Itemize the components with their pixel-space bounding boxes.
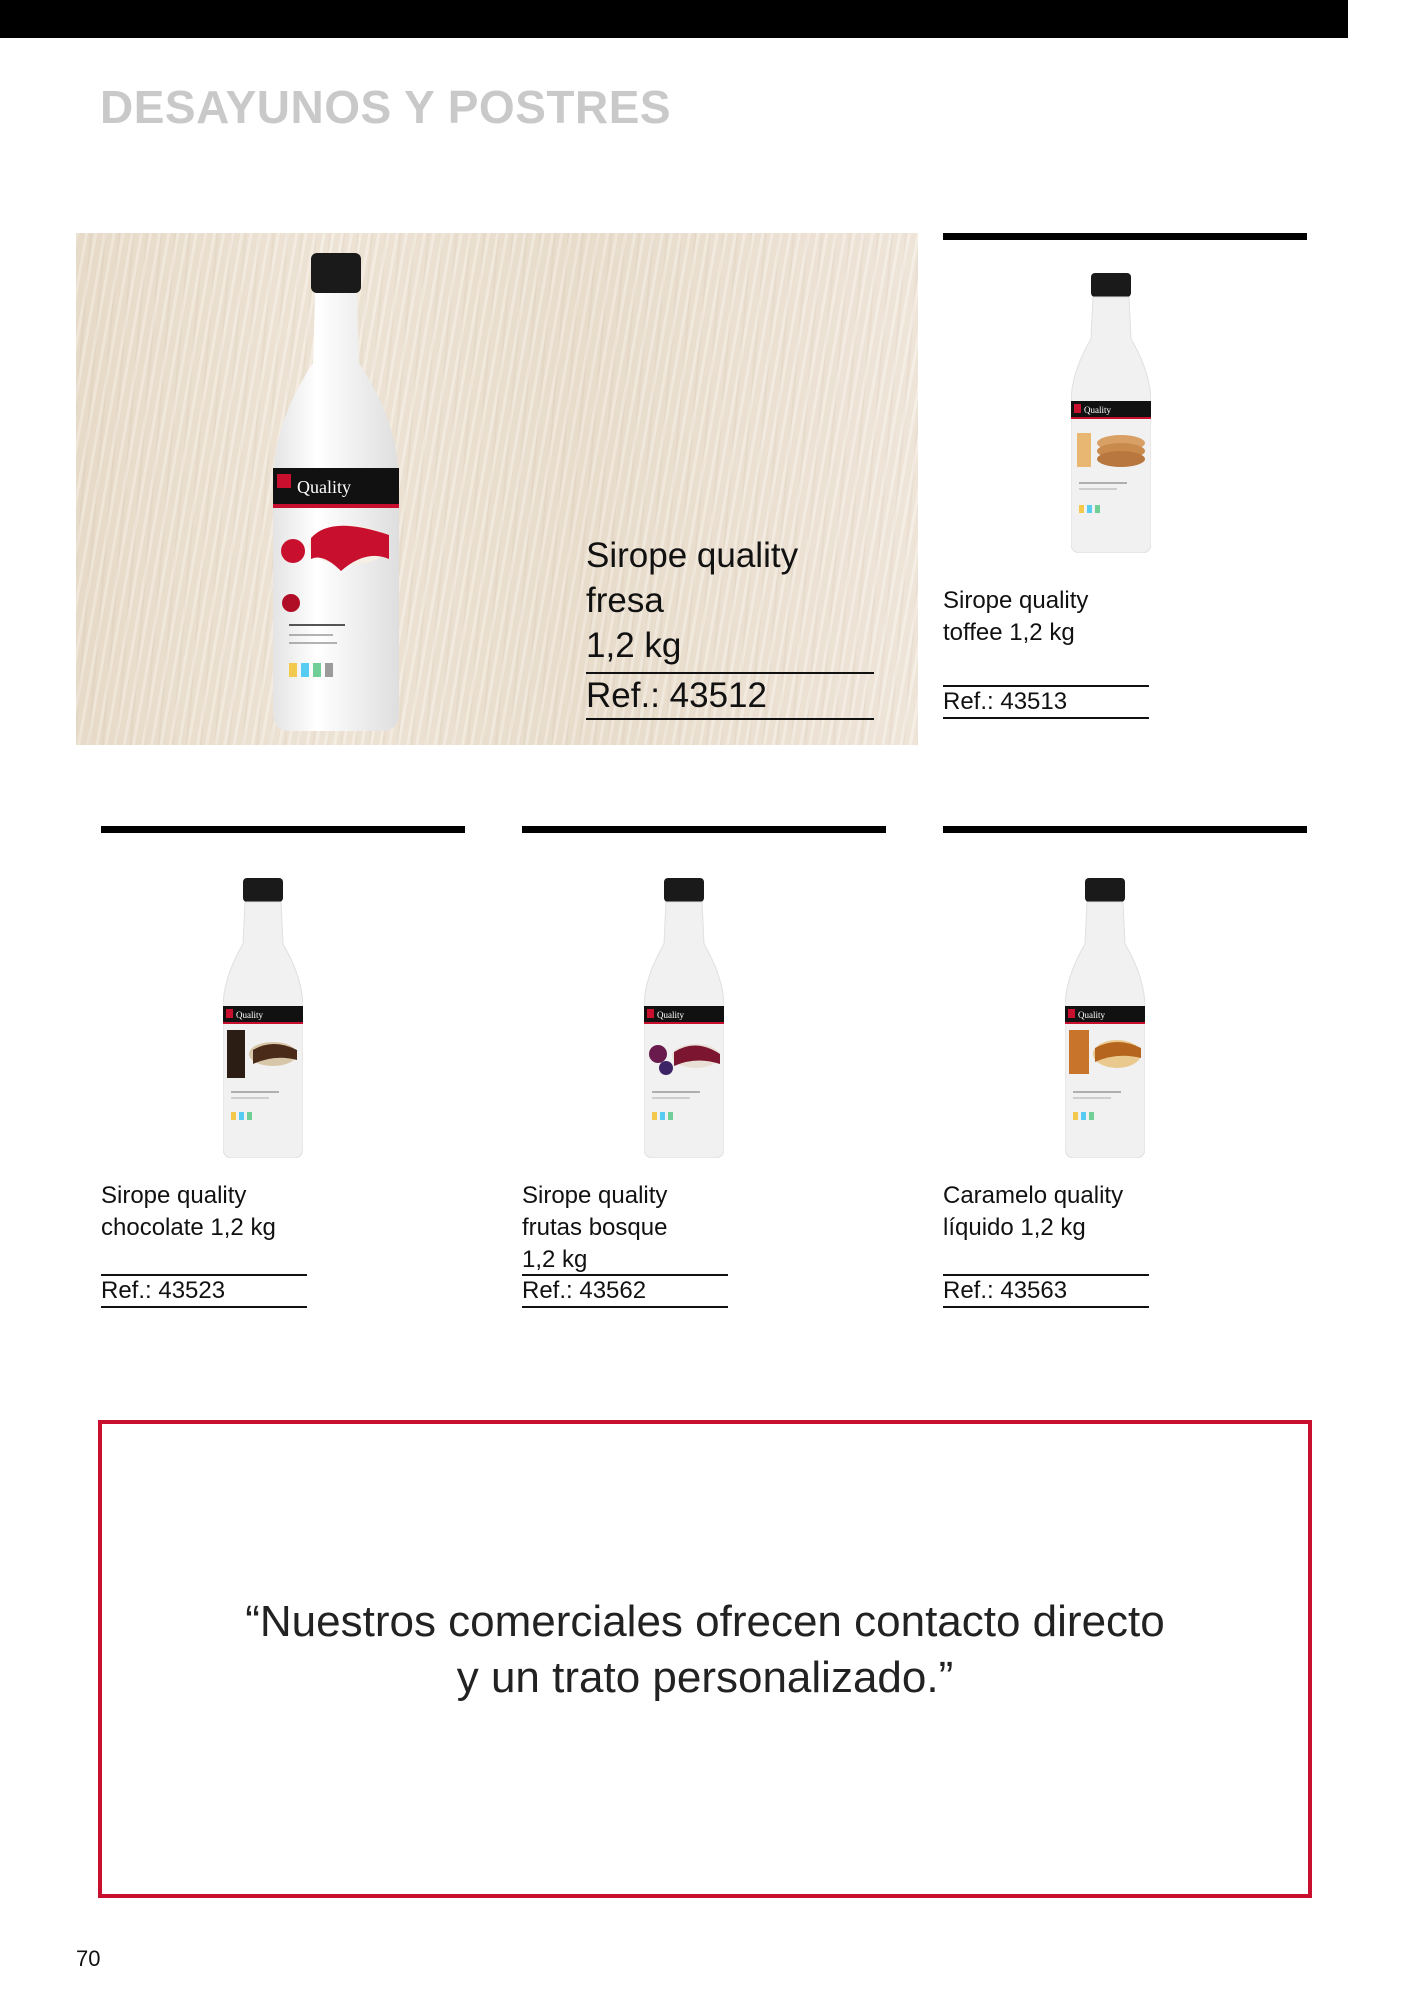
card-top-rule: [522, 826, 886, 833]
quote-box: [98, 1420, 1312, 1898]
product-ref: Ref.: 43513: [943, 688, 1068, 715]
product-ref-box: [522, 1274, 728, 1308]
product-ref: Ref.: 43523: [101, 1277, 226, 1304]
product-name: Caramelo quality líquido 1,2 kg: [943, 1182, 1124, 1241]
featured-product-image: [76, 233, 918, 745]
syrup-bottle-strawberry-image: [271, 253, 401, 733]
card-top-rule: [101, 826, 465, 833]
bottle-brand-label: Quality: [297, 477, 351, 497]
product-name: Sirope quality frutas bosque 1,2 kg: [522, 1182, 668, 1273]
syrup-bottle-toffee-image: [1071, 273, 1151, 553]
section-title: DESAYUNOS Y POSTRES: [100, 81, 672, 133]
product-card-frutas-bosque: [522, 826, 886, 1304]
product-card-toffee: [943, 233, 1307, 715]
featured-product-info: [586, 533, 874, 720]
product-card-chocolate: [101, 826, 465, 1304]
product-ref-box: [101, 1274, 307, 1308]
top-bar: [0, 0, 1348, 38]
product-ref: Ref.: 43562: [522, 1277, 647, 1304]
bottle-brand-label: Quality: [657, 1010, 684, 1020]
quote-text: “Nuestros comerciales ofrecen contacto directo y un trato personalizado.”: [245, 1597, 1165, 1702]
bottle-brand-label: Quality: [236, 1010, 263, 1020]
product-ref: Ref.: 43563: [943, 1277, 1068, 1304]
featured-product-name: Sirope quality fresa 1,2 kg: [586, 533, 874, 674]
card-top-rule: [943, 826, 1307, 833]
product-ref-box: [943, 685, 1149, 719]
syrup-bottle-caramel-image: [1065, 878, 1145, 1158]
product-name: Sirope quality toffee 1,2 kg: [943, 587, 1089, 646]
featured-product-ref: Ref.: 43512: [586, 674, 874, 720]
syrup-bottle-forest-fruits-image: [644, 878, 724, 1158]
card-top-rule: [943, 233, 1307, 240]
bottle-brand-label: Quality: [1084, 405, 1111, 415]
product-card-caramelo: [943, 826, 1307, 1304]
syrup-bottle-chocolate-image: [223, 878, 303, 1158]
page-number: 70: [76, 1946, 101, 1971]
product-name: Sirope quality chocolate 1,2 kg: [101, 1182, 276, 1241]
bottle-brand-label: Quality: [1078, 1010, 1105, 1020]
product-ref-box: [943, 1274, 1149, 1308]
